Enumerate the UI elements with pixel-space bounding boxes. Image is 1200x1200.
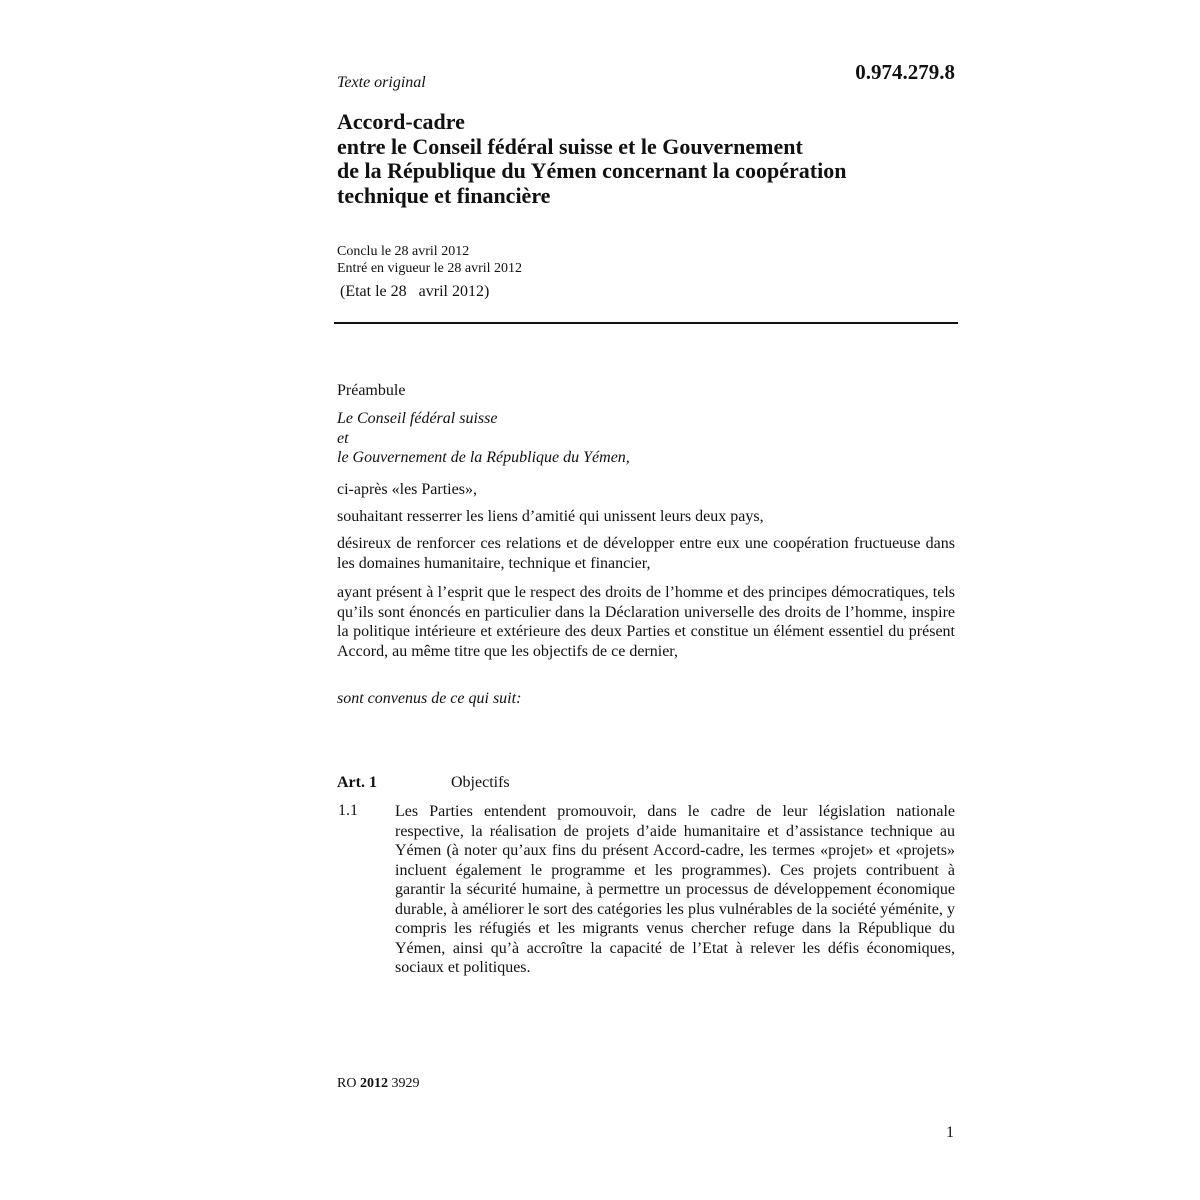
preamble-souhaitant: souhaitant resserrer les liens d’amitié qui unissent leurs deux pays, [337, 508, 764, 525]
paragraph-text: Les Parties entendent promouvoir, dans le cadre de leur législation nationale respective, la réalisation de projets d’aide humanitaire et d’assistance technique au Yémen (à noter qu’aux fins du présent Accord-cadre, les termes «projet» et «projets» incluent également le programme et les programmes). Ces projets contribuent à garantir la sécurité humaine, à permettre un processus de développement économique durable, à améliorer le sort des catégories les plus vulnérables de la société yéménite, y compris les réfugiés et les migrants venus chercher refuge dans la République du Yémen, ainsi qu’à accroître la capacité de l’Etat à relever les défis économiques, sociaux et politiques. [395, 803, 955, 976]
ro-year: 2012 [359, 1076, 388, 1091]
rs-number: 0.974.279.8 [855, 60, 955, 84]
page-number: 1 [946, 1124, 954, 1141]
conclu-date: Conclu le 28 avril 2012 [337, 244, 470, 259]
dates-block [337, 243, 522, 277]
header-divider [334, 322, 958, 324]
document-title [337, 110, 957, 208]
party-yemen: le Gouvernement de la République du Yémen, [337, 449, 630, 466]
preamble-desireux: désireux de renforcer ces relations et de développer entre eux une coopération fructueuse dans les domaines humanitaire, technique et financier, [337, 535, 955, 572]
title-line: Accord-cadre [337, 109, 465, 134]
party-swiss: Le Conseil fédéral suisse [337, 410, 498, 427]
etat-date: (Etat le 28 avril 2012) [340, 283, 490, 300]
entry-into-force-date: Entré en vigueur le 28 avril 2012 [337, 261, 523, 276]
preamble-ayant: ayant présent à l’esprit que le respect des droits de l’homme et des principes démocratiques, tels qu’ils sont énoncés en particulier dans la Déclaration universelle des droits de l’homme, inspire la politique intérieure et extérieure des deux Parties et constitue un élément essentiel du présent Accord, au même titre que les objectifs de ce dernier, [337, 584, 955, 660]
paragraph-number: 1.1 [338, 802, 358, 819]
ro-prefix: RO [337, 1076, 357, 1091]
ro-page: 3929 [391, 1076, 420, 1091]
title-line: entre le Conseil fédéral suisse et le Gouvernement [337, 133, 803, 159]
texte-original-label: Texte original [337, 74, 426, 91]
title-line: de la République du Yémen concernant la coopération [337, 158, 847, 183]
ro-reference [337, 1076, 419, 1092]
party-conjunction: et [337, 429, 349, 447]
parties-block [337, 409, 955, 468]
preamble-heading: Préambule [337, 382, 406, 399]
article-title: Objectifs [451, 774, 510, 791]
article-label: Art. 1 [337, 774, 377, 791]
title-line: technique et financière [337, 182, 551, 208]
preamble-ci-apres: ci-après «les Parties», [337, 481, 477, 498]
preamble-sont-convenus: sont convenus de ce qui suit: [337, 690, 522, 707]
